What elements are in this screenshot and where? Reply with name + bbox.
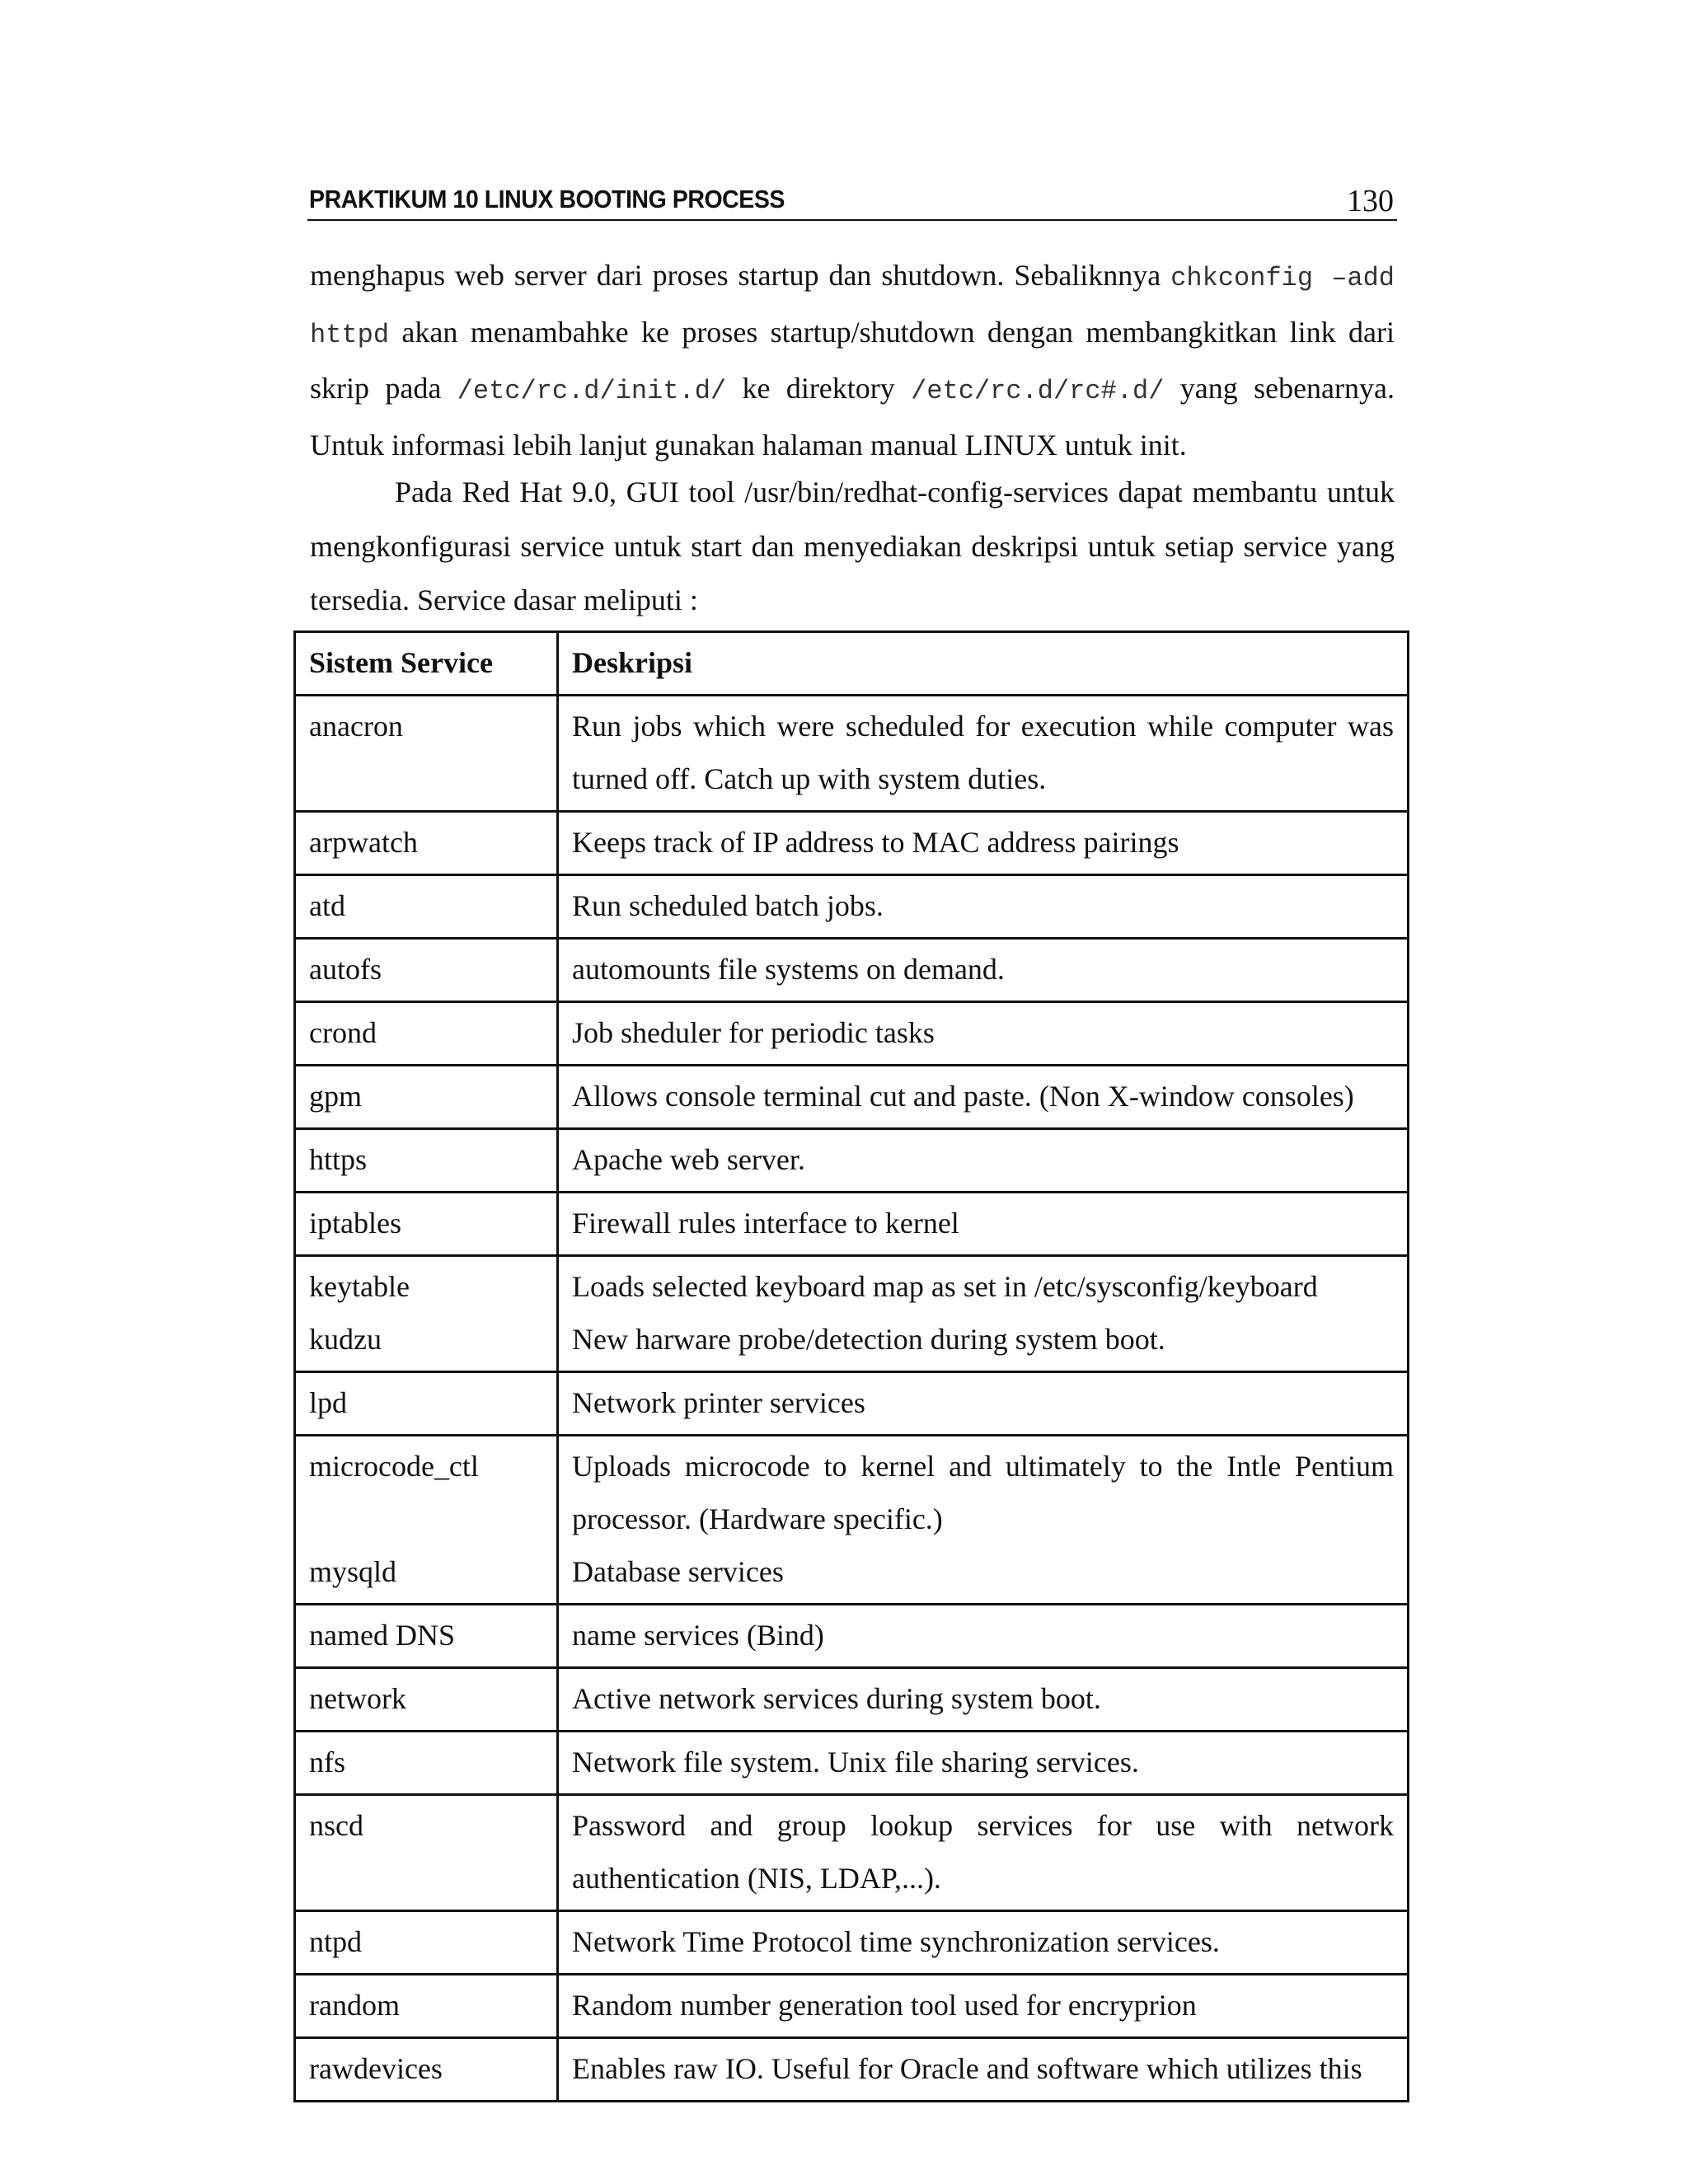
table-row	[295, 812, 1409, 875]
service-name-cell	[295, 1795, 558, 1911]
service-name: network	[309, 1682, 406, 1715]
table-row	[295, 1668, 1409, 1732]
service-description: Run jobs which were scheduled for execution while computer was turned off. Catch up with system duties.	[572, 710, 1394, 795]
paragraph-text: menghapus web server dari proses startup dan shutdown. Sebaliknnya	[310, 259, 1171, 292]
table-row	[295, 1256, 1409, 1372]
service-name: https	[309, 1143, 368, 1176]
service-name: gpm	[309, 1080, 363, 1113]
table-row	[295, 1372, 1409, 1436]
service-name-cell	[295, 812, 558, 875]
service-name: crond	[309, 1016, 377, 1049]
table-header-row	[295, 632, 1409, 696]
service-name: rawdevices	[309, 2052, 443, 2085]
service-name-cell	[295, 1372, 558, 1436]
service-description-cell	[558, 875, 1409, 939]
table-row	[295, 1129, 1409, 1193]
running-header	[307, 183, 1397, 221]
service-description-cell	[558, 1668, 1409, 1732]
service-description: Password and group lookup services for use with network authentication (NIS, LDAP,...).	[572, 1809, 1394, 1895]
service-name: lpd	[309, 1386, 348, 1419]
service-description: Keeps track of IP address to MAC address pairings	[572, 826, 1179, 859]
service-description: Active network services during system boot.	[572, 1682, 1101, 1715]
service-name-cell	[295, 1066, 558, 1129]
service-description-cell	[558, 1605, 1409, 1668]
service-description: Run scheduled batch jobs.	[572, 889, 884, 922]
service-name: arpwatch	[309, 826, 418, 859]
service-description: Firewall rules interface to kernel	[572, 1207, 959, 1240]
service-name-cell	[295, 1732, 558, 1795]
page-number: 130	[1347, 184, 1394, 218]
table-row	[295, 1975, 1409, 2038]
service-description: Apache web server.	[572, 1143, 805, 1176]
code-snippet: /etc/rc.d/rc#.d/	[911, 376, 1165, 406]
service-name: ntpd	[309, 1925, 363, 1958]
service-name: named DNS	[309, 1619, 455, 1652]
service-name: anacron	[309, 710, 403, 743]
service-description-cell	[558, 1795, 1409, 1911]
paragraph-text: ke direktory	[726, 372, 912, 405]
service-description: New harware probe/detection during system boot.	[572, 1323, 1165, 1356]
table-row	[295, 1066, 1409, 1129]
service-name-cell	[295, 1256, 558, 1372]
paragraph-text: yang sebenarnya. Untuk informasi lebih lanjut gunakan halaman manual LINUX untuk init.	[310, 372, 1395, 462]
service-name-cell	[295, 1911, 558, 1975]
service-description: name services (Bind)	[572, 1619, 824, 1652]
service-name-cell	[295, 2038, 558, 2102]
service-description: Allows console terminal cut and paste. (Non X-window consoles)	[572, 1080, 1354, 1113]
service-name-cell	[295, 875, 558, 939]
table-row	[295, 1193, 1409, 1256]
service-description: Job sheduler for periodic tasks	[572, 1016, 935, 1049]
paragraph-chkconfig	[310, 249, 1395, 472]
service-description-cell	[558, 1256, 1409, 1372]
service-description: Enables raw IO. Useful for Oracle and software which utilizes this	[572, 2052, 1362, 2085]
table-row	[295, 1436, 1409, 1605]
service-description-cell	[558, 1002, 1409, 1066]
service-name: keytable	[309, 1270, 410, 1303]
service-name: autofs	[309, 953, 382, 986]
service-description: Network Time Protocol time synchronization services.	[572, 1925, 1220, 1958]
service-name: nfs	[309, 1746, 345, 1779]
service-description: Network printer services	[572, 1386, 865, 1419]
service-description: Uploads microcode to kernel and ultimately to the Intle Pentium processor. (Hardware specific.)	[572, 1450, 1394, 1535]
service-name: kudzu	[309, 1323, 382, 1356]
column-header-description: Deskripsi	[558, 632, 1409, 696]
service-name: microcode_ctl	[309, 1450, 479, 1483]
service-description: Network file system. Unix file sharing services.	[572, 1746, 1139, 1779]
service-description: Database services	[572, 1555, 784, 1588]
service-description-cell	[558, 812, 1409, 875]
service-name-cell	[295, 1668, 558, 1732]
service-name: random	[309, 1989, 400, 2022]
service-description-cell	[558, 1193, 1409, 1256]
table-row	[295, 696, 1409, 812]
service-name-cell	[295, 1193, 558, 1256]
service-description-cell	[558, 2038, 1409, 2102]
table-row	[295, 1605, 1409, 1668]
service-description-cell	[558, 1066, 1409, 1129]
service-description: automounts file systems on demand.	[572, 953, 1005, 986]
service-description-cell	[558, 1436, 1409, 1605]
table-row	[295, 1002, 1409, 1066]
service-name-cell	[295, 1002, 558, 1066]
service-name-cell	[295, 696, 558, 812]
service-name: iptables	[309, 1207, 401, 1240]
code-snippet: /etc/rc.d/init.d/	[457, 376, 727, 406]
service-name-cell	[295, 1436, 558, 1605]
service-name: nscd	[309, 1809, 363, 1842]
services-table-body	[295, 696, 1409, 2102]
table-row	[295, 875, 1409, 939]
table-row	[295, 1732, 1409, 1795]
service-name: atd	[309, 889, 345, 922]
code-snippet: chkconfig –add httpd	[310, 263, 1395, 350]
services-table	[293, 630, 1409, 2102]
service-description: Loads selected keyboard map as set in /etc/sysconfig/keyboard	[572, 1270, 1318, 1303]
table-row	[295, 1795, 1409, 1911]
service-description-cell	[558, 1129, 1409, 1193]
service-description-cell	[558, 939, 1409, 1002]
service-description-cell	[558, 1372, 1409, 1436]
table-row	[295, 939, 1409, 1002]
service-name-cell	[295, 1129, 558, 1193]
service-description-cell	[558, 696, 1409, 812]
service-name-cell	[295, 1605, 558, 1668]
service-description-cell	[558, 1975, 1409, 2038]
service-description: Random number generation tool used for encryprion	[572, 1989, 1197, 2022]
service-description-cell	[558, 1732, 1409, 1795]
service-name-cell	[295, 939, 558, 1002]
table-row	[295, 1911, 1409, 1975]
header-title: PRAKTIKUM 10 LINUX BOOTING PROCESS	[309, 185, 785, 213]
paragraph-services-intro: Pada Red Hat 9.0, GUI tool /usr/bin/redhat-config-services dapat membantu untuk mengkonfigurasi service untuk start dan menyediakan deskripsi untuk setiap service yang tersedia. Service dasar meliputi :	[310, 476, 1395, 616]
table-row	[295, 2038, 1409, 2102]
service-description-cell	[558, 1911, 1409, 1975]
column-header-service: Sistem Service	[295, 632, 558, 696]
paragraph-text: akan menambahke ke proses startup/shutdown dengan membangkitkan link dari skrip pada	[310, 315, 1395, 405]
service-name: mysqld	[309, 1555, 397, 1588]
service-name-cell	[295, 1975, 558, 2038]
